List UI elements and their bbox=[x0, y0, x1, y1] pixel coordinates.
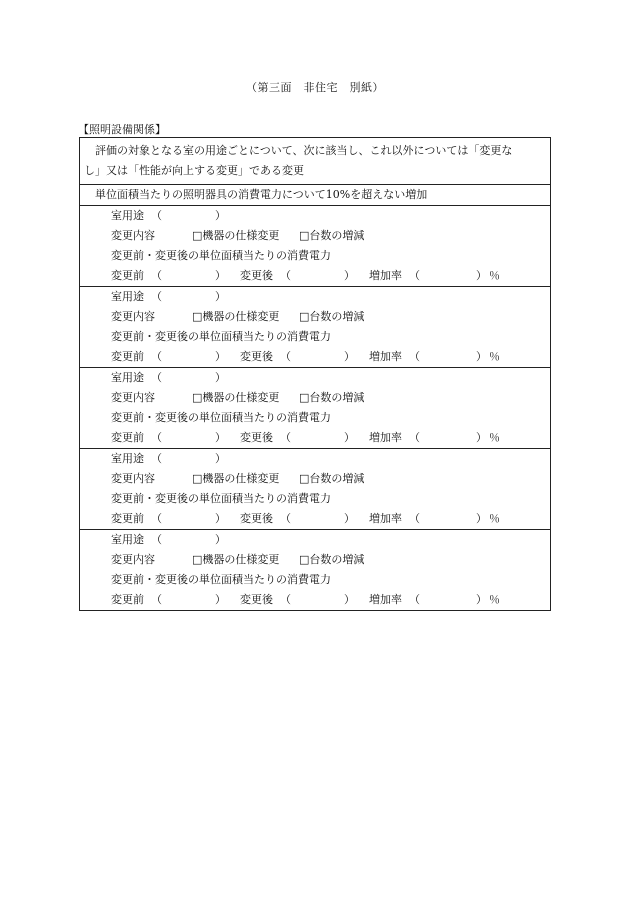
after-label: 変更後 bbox=[240, 593, 273, 606]
rate-percent-sign: ％ bbox=[489, 431, 500, 444]
power-values-row bbox=[111, 347, 550, 367]
room-use-row bbox=[111, 206, 550, 226]
room-use-row bbox=[111, 368, 550, 388]
rate-close-paren: ） bbox=[476, 512, 487, 525]
room-use-close-paren: ） bbox=[215, 371, 226, 384]
room-use-label: 室用途 bbox=[111, 452, 144, 465]
rate-percent-sign: ％ bbox=[489, 593, 500, 606]
rate-label: 増加率 bbox=[369, 593, 402, 606]
intro-line-1: 評価の対象となる室の用途ごとについて、次に該当し、これ以外については「変更な bbox=[95, 144, 513, 157]
change-content-row bbox=[111, 550, 550, 570]
room-use-label: 室用途 bbox=[111, 290, 144, 303]
power-heading-row: 変更前・変更後の単位面積当たりの消費電力 bbox=[111, 249, 331, 262]
after-label: 変更後 bbox=[240, 350, 273, 363]
section-title: 【照明設備関係】 bbox=[78, 123, 166, 136]
change-content-label: 変更内容 bbox=[111, 310, 155, 323]
after-open-paren: （ bbox=[280, 512, 291, 525]
rate-open-paren: （ bbox=[409, 431, 420, 444]
before-label: 変更前 bbox=[111, 512, 144, 525]
room-use-close-paren: ） bbox=[215, 290, 226, 303]
criterion-text: 単位面積当たりの照明器具の消費電力について10%を超えない増加 bbox=[80, 185, 550, 206]
rate-open-paren: （ bbox=[409, 350, 420, 363]
rate-label: 増加率 bbox=[369, 431, 402, 444]
change-content-row bbox=[111, 307, 550, 327]
before-close-paren: ） bbox=[215, 350, 226, 363]
rate-open-paren: （ bbox=[409, 269, 420, 282]
before-open-paren: （ bbox=[151, 512, 162, 525]
option-spec-change-checkbox[interactable]: □機器の仕様変更 bbox=[192, 553, 280, 566]
after-close-paren: ） bbox=[344, 593, 355, 606]
before-label: 変更前 bbox=[111, 350, 144, 363]
before-open-paren: （ bbox=[151, 350, 162, 363]
room-use-label: 室用途 bbox=[111, 371, 144, 384]
option-count-change-checkbox[interactable]: □台数の増減 bbox=[299, 391, 365, 404]
before-label: 変更前 bbox=[111, 431, 144, 444]
change-content-label: 変更内容 bbox=[111, 553, 155, 566]
room-use-open-paren: （ bbox=[151, 533, 162, 546]
room-use-open-paren: （ bbox=[151, 452, 162, 465]
change-content-row bbox=[111, 388, 550, 408]
change-content-label: 変更内容 bbox=[111, 391, 155, 404]
option-count-change-checkbox[interactable]: □台数の増減 bbox=[299, 472, 365, 485]
after-label: 変更後 bbox=[240, 512, 273, 525]
rate-label: 増加率 bbox=[369, 269, 402, 282]
room-use-close-paren: ） bbox=[215, 533, 226, 546]
before-close-paren: ） bbox=[215, 431, 226, 444]
rate-close-paren: ） bbox=[476, 431, 487, 444]
intro-line-2: し」又は「性能が向上する変更」である変更 bbox=[84, 164, 304, 177]
room-use-open-paren: （ bbox=[151, 290, 162, 303]
change-content-row bbox=[111, 469, 550, 489]
before-open-paren: （ bbox=[151, 431, 162, 444]
after-label: 変更後 bbox=[240, 269, 273, 282]
after-close-paren: ） bbox=[344, 512, 355, 525]
option-spec-change-checkbox[interactable]: □機器の仕様変更 bbox=[192, 229, 280, 242]
room-entry-block bbox=[80, 287, 550, 368]
rate-percent-sign: ％ bbox=[489, 512, 500, 525]
intro-text bbox=[80, 138, 550, 185]
after-close-paren: ） bbox=[344, 350, 355, 363]
before-label: 変更前 bbox=[111, 269, 144, 282]
room-use-label: 室用途 bbox=[111, 533, 144, 546]
room-use-row bbox=[111, 287, 550, 307]
after-open-paren: （ bbox=[280, 269, 291, 282]
room-entry-block bbox=[80, 206, 550, 287]
option-count-change-checkbox[interactable]: □台数の増減 bbox=[299, 310, 365, 323]
power-heading-row: 変更前・変更後の単位面積当たりの消費電力 bbox=[111, 330, 331, 343]
rate-close-paren: ） bbox=[476, 350, 487, 363]
option-spec-change-checkbox[interactable]: □機器の仕様変更 bbox=[192, 310, 280, 323]
room-use-open-paren: （ bbox=[151, 209, 162, 222]
before-close-paren: ） bbox=[215, 512, 226, 525]
before-open-paren: （ bbox=[151, 269, 162, 282]
before-open-paren: （ bbox=[151, 593, 162, 606]
room-entry-block bbox=[80, 368, 550, 449]
before-label: 変更前 bbox=[111, 593, 144, 606]
rate-percent-sign: ％ bbox=[489, 269, 500, 282]
power-values-row bbox=[111, 266, 550, 286]
after-close-paren: ） bbox=[344, 269, 355, 282]
page-header: （第三面 非住宅 別紙） bbox=[246, 81, 384, 94]
change-content-row bbox=[111, 226, 550, 246]
power-values-row bbox=[111, 590, 550, 610]
rate-open-paren: （ bbox=[409, 593, 420, 606]
option-spec-change-checkbox[interactable]: □機器の仕様変更 bbox=[192, 391, 280, 404]
power-heading-row: 変更前・変更後の単位面積当たりの消費電力 bbox=[111, 492, 331, 505]
rate-close-paren: ） bbox=[476, 593, 487, 606]
power-values-row bbox=[111, 428, 550, 448]
power-values-row bbox=[111, 509, 550, 529]
change-content-label: 変更内容 bbox=[111, 472, 155, 485]
option-count-change-checkbox[interactable]: □台数の増減 bbox=[299, 553, 365, 566]
option-count-change-checkbox[interactable]: □台数の増減 bbox=[299, 229, 365, 242]
room-use-row bbox=[111, 449, 550, 469]
room-use-close-paren: ） bbox=[215, 209, 226, 222]
room-entry-block bbox=[80, 530, 550, 610]
power-heading-row: 変更前・変更後の単位面積当たりの消費電力 bbox=[111, 411, 331, 424]
lighting-form-table bbox=[79, 137, 551, 611]
rate-label: 増加率 bbox=[369, 350, 402, 363]
rate-label: 増加率 bbox=[369, 512, 402, 525]
power-heading-row: 変更前・変更後の単位面積当たりの消費電力 bbox=[111, 573, 331, 586]
room-use-label: 室用途 bbox=[111, 209, 144, 222]
rate-open-paren: （ bbox=[409, 512, 420, 525]
room-use-row bbox=[111, 530, 550, 550]
rate-close-paren: ） bbox=[476, 269, 487, 282]
before-close-paren: ） bbox=[215, 269, 226, 282]
after-open-paren: （ bbox=[280, 350, 291, 363]
before-close-paren: ） bbox=[215, 593, 226, 606]
change-content-label: 変更内容 bbox=[111, 229, 155, 242]
room-use-open-paren: （ bbox=[151, 371, 162, 384]
after-open-paren: （ bbox=[280, 593, 291, 606]
option-spec-change-checkbox[interactable]: □機器の仕様変更 bbox=[192, 472, 280, 485]
after-label: 変更後 bbox=[240, 431, 273, 444]
after-close-paren: ） bbox=[344, 431, 355, 444]
room-use-close-paren: ） bbox=[215, 452, 226, 465]
rate-percent-sign: ％ bbox=[489, 350, 500, 363]
after-open-paren: （ bbox=[280, 431, 291, 444]
room-entry-block bbox=[80, 449, 550, 530]
